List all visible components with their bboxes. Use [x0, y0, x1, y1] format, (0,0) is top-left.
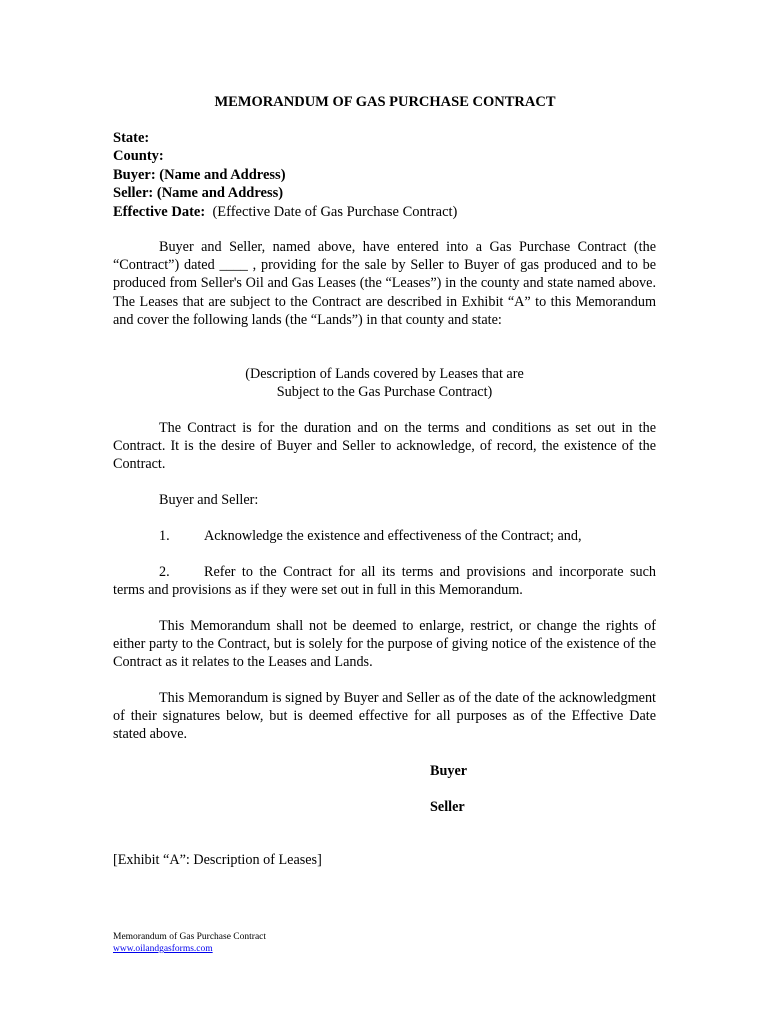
paragraph-contract-intro: Buyer and Seller, named above, have entered into a Gas Purchase Contract (the “Contract”) dated ____ , providing for the sale by Seller to Buyer of gas produced and to be produced from Seller's Oil and Gas Leases (the “Leases”) in the county and state named above. The Leases that are subject to the Contract are described in Exhibit “A” to this Memorandum and cover the following lands (the “Lands”) in that county and state:: [113, 239, 656, 328]
footer-link[interactable]: www.oilandgasforms.com: [113, 944, 213, 954]
exhibit-reference: [Exhibit “A”: Description of Leases]: [113, 852, 322, 868]
effective-date-value: (Effective Date of Gas Purchase Contract): [205, 203, 458, 220]
footer: [113, 931, 266, 955]
description-line-1: (Description of Lands covered by Leases that are: [245, 366, 524, 382]
description-line-2: Subject to the Gas Purchase Contract): [276, 384, 493, 400]
paragraph-duration: The Contract is for the duration and on the terms and conditions as set out in the Contract. It is the desire of Buyer and Seller to acknowledge, of record, the existence of the Contract.: [113, 420, 656, 473]
footer-title: Memorandum of Gas Purchase Contract: [113, 932, 267, 942]
list-item-1-number: 1.: [159, 528, 170, 544]
buyer-and-seller-label: Buyer and Seller:: [159, 492, 259, 508]
list-item-2-number: 2.: [159, 564, 170, 580]
effective-date-label: Effective Date:: [113, 203, 206, 220]
list-item-2: [113, 563, 656, 599]
seller-label: Seller: (Name and Address): [113, 185, 284, 202]
buyer-label: Buyer: (Name and Address): [113, 166, 286, 183]
document-title: MEMORANDUM OF GAS PURCHASE CONTRACT: [214, 94, 556, 110]
list-item-1-text: Acknowledge the existence and effectiveness of the Contract; and,: [204, 528, 582, 544]
header-fields: [113, 129, 673, 221]
paragraph-no-enlarge: This Memorandum shall not be deemed to enlarge, restrict, or change the rights of either party to the Contract, but is solely for the purpose of giving notice of the existence of the Contract as it relates to the Leases and Lands.: [113, 618, 656, 671]
effective-date-row: [113, 203, 673, 221]
signature-seller-label: Seller: [430, 799, 465, 815]
state-label: State:: [113, 130, 150, 146]
signature-buyer-label: Buyer: [430, 763, 468, 779]
list-item-2-text: Refer to the Contract for all its terms and provisions and incorporate such terms and provisions as if they were set out in full in this Memorandum.: [113, 564, 656, 599]
paragraph-signed: This Memorandum is signed by Buyer and Seller as of the date of the acknowledgment of their signatures below, but is deemed effective for all purposes as of the Effective Date stated above.: [113, 690, 656, 743]
county-label: County:: [113, 148, 164, 165]
